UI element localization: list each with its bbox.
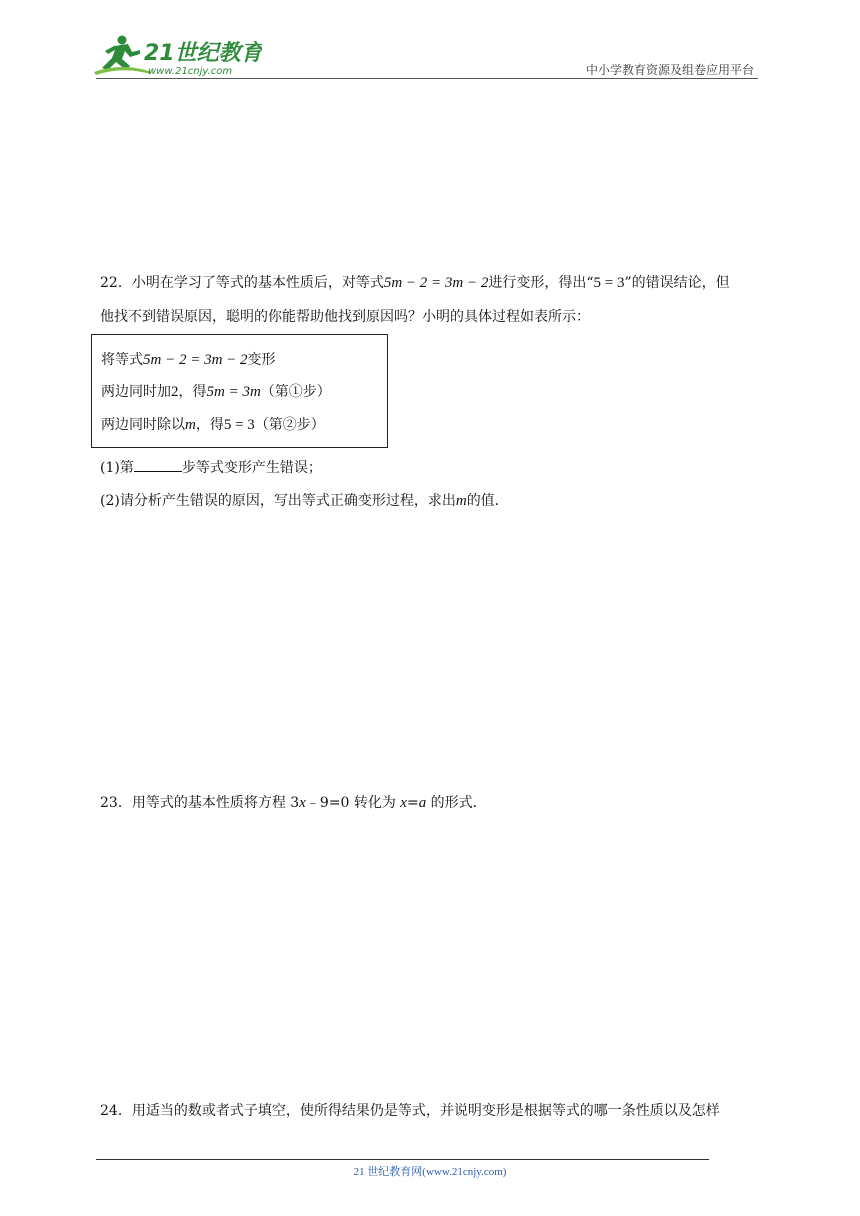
q22-text-c: ”的错误结论，但 <box>624 275 730 291</box>
footer-divider <box>96 1159 709 1160</box>
process-row-3-step: （第②步） <box>254 417 325 433</box>
logo-text: 21世纪教育 <box>144 41 262 66</box>
subquestion-1-suffix: 步等式变形产生错误； <box>181 460 322 476</box>
q22-line-2: 他找不到错误原因，聪明的你能帮助他找到原因吗？小明的具体过程如表所示： <box>100 309 590 325</box>
q22-subquestion-2 <box>100 491 509 511</box>
q23-text-a: 23．用等式的基本性质将方程 3 <box>100 795 300 811</box>
process-row-2-equation: 5m = 3m <box>206 384 261 400</box>
q23-equals: = <box>406 795 419 811</box>
q23-text-c: 的形式． <box>426 795 487 811</box>
q23-text-b: ﹣9=0 转化为 <box>305 795 401 811</box>
q22-text-a: 小明在学习了等式的基本性质后，对等式 <box>131 275 384 291</box>
q22-text-b: 进行变形，得出“ <box>488 275 594 291</box>
q22-line-1 <box>100 273 730 293</box>
process-row-3-de: ，得 <box>195 417 224 433</box>
process-row-1-label: 将等式 <box>101 352 143 368</box>
subquestion-1-prefix: (1)第 <box>100 460 134 476</box>
q24-text: 24．用适当的数或者式子填空，使所得结果仍是等式，并说明变形是根据等式的哪一条性质以及怎样 <box>100 1103 720 1119</box>
subquestion-2-suffix: 的值． <box>466 493 509 509</box>
subquestion-2-variable: m <box>455 493 467 509</box>
process-row-1-suffix: 变形 <box>247 352 276 368</box>
process-row-3 <box>101 415 325 435</box>
process-row-3-equation: 5 = 3 <box>223 417 255 433</box>
q22-equation: 5m − 2 = 3m − 2 <box>383 275 489 291</box>
process-row-2-number: 2 <box>171 384 179 400</box>
q23-text <box>100 793 487 813</box>
answer-blank[interactable] <box>134 457 182 472</box>
q23-variable-x: x <box>299 795 306 811</box>
q22-number: 22． <box>100 275 132 291</box>
process-row-2-de: ，得 <box>178 384 207 400</box>
process-row-2-step: （第①步） <box>260 384 331 400</box>
header-platform-text: 中小学教育资源及组卷应用平台 <box>585 63 754 77</box>
q22-wrong-result: 5 = 3 <box>593 275 625 291</box>
process-row-3-label: 两边同时除以 <box>101 417 185 433</box>
q23-variable-a: a <box>418 795 427 811</box>
process-row-2 <box>101 382 331 402</box>
footer-link[interactable]: 21 世纪教育网(www.21cnjy.com) <box>353 1166 507 1178</box>
q22-subquestion-1 <box>100 457 322 478</box>
process-row-1 <box>101 350 276 370</box>
subquestion-2-prefix: (2)请分析产生错误的原因，写出等式正确变形过程，求出 <box>100 493 456 509</box>
process-row-1-equation: 5m − 2 = 3m − 2 <box>143 352 248 368</box>
process-row-3-variable: m <box>185 417 196 433</box>
header-divider <box>96 78 758 79</box>
q23-variable-x2: x <box>400 795 407 811</box>
logo-url: www.21cnjy.com <box>148 66 233 77</box>
site-logo <box>92 32 262 78</box>
process-row-2-label: 两边同时加 <box>101 384 171 400</box>
